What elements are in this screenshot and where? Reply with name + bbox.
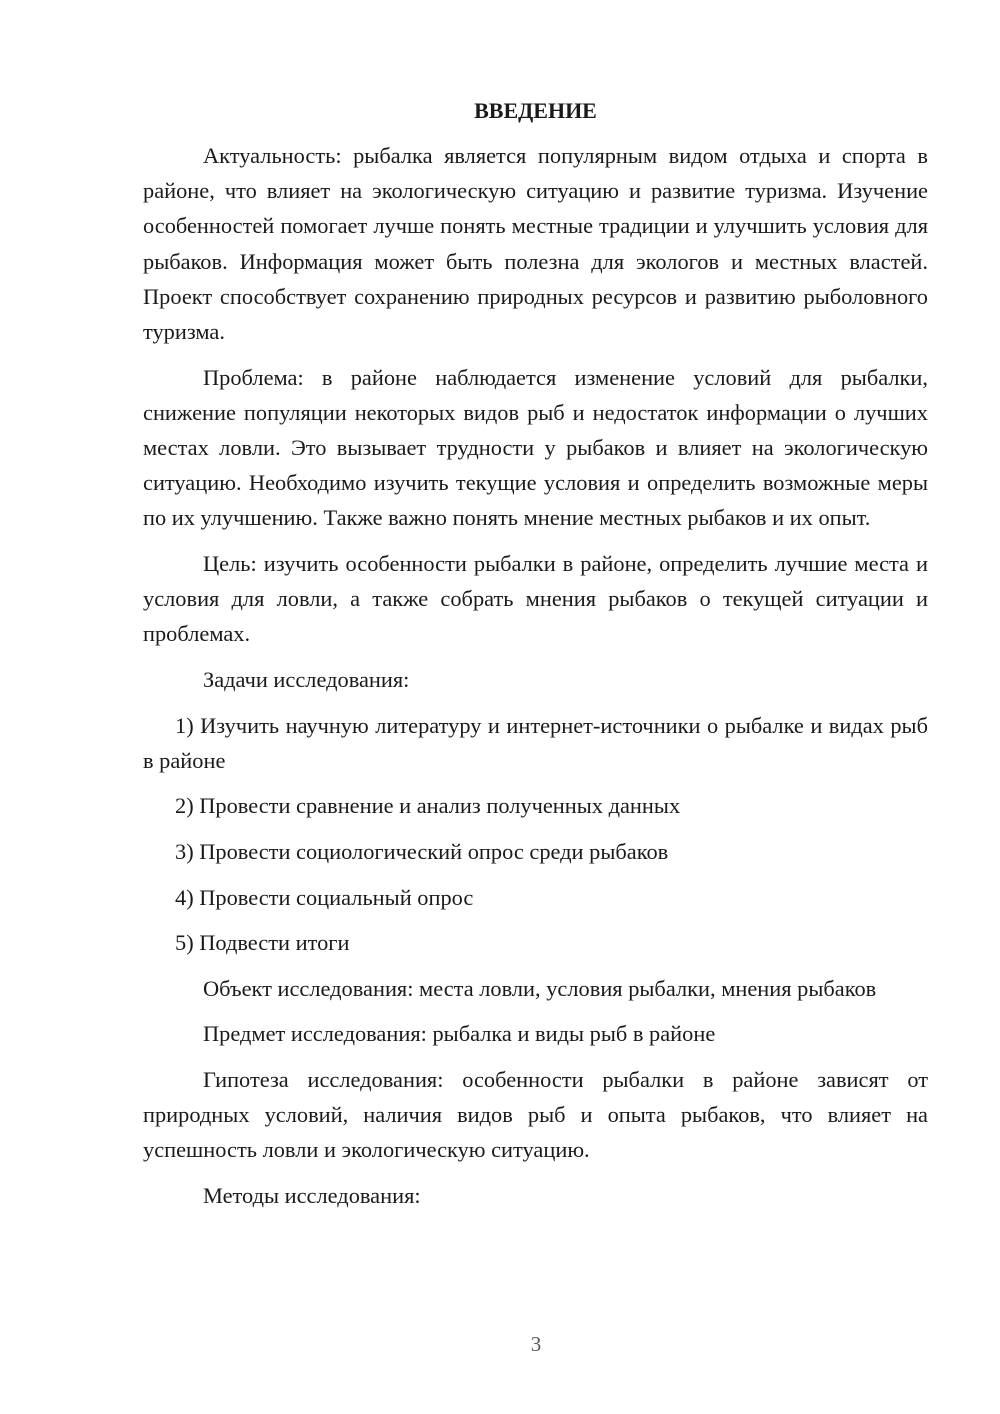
- task-item-1: 1) Изучить научную литературу и интернет-источники о рыбалке и видах рыб в районе: [143, 712, 928, 773]
- document-title: ВВЕДЕНИЕ: [474, 98, 597, 123]
- document-body: [143, 94, 928, 1224]
- paragraph-methods: Методы исследования:: [203, 1182, 421, 1208]
- task-item-4: 4) Провести социальный опрос: [175, 884, 474, 910]
- paragraph-tasks-heading: Задачи исследования:: [203, 667, 410, 693]
- paragraph-hypothesis: Гипотеза исследования: особенности рыбалки в районе зависят от природных условий, наличия видов рыб и опыта рыбаков, что влияет на успешность ловли и экологическую ситуацию.: [143, 1066, 928, 1163]
- paragraph-subject: Предмет исследования: рыбалка и виды рыб в районе: [203, 1021, 716, 1047]
- task-item-5: 5) Подвести итоги: [175, 930, 350, 956]
- paragraph-problem: Проблема: в районе наблюдается изменение условий для рыбалки, снижение популяции некоторых видов рыб и недостаток информации о лучших местах ловли. Это вызывает трудности у рыбаков и влияет на экологическую ситуацию. Необходимо изучить текущие условия и определить возможные меры по их улучшению. Также важно понять мнение местных рыбаков и их опыт.: [143, 364, 928, 531]
- paragraph-goal: Цель: изучить особенности рыбалки в районе, определить лучшие места и условия для ловли, а также собрать мнения рыбаков о текущей ситуации и проблемах.: [143, 551, 928, 647]
- page-number: 3: [530, 1332, 542, 1356]
- paragraph-object: Объект исследования: места ловли, условия рыбалки, мнения рыбаков: [203, 975, 877, 1001]
- task-item-3: 3) Провести социологический опрос среди рыбаков: [175, 839, 669, 864]
- task-item-2: 2) Провести сравнение и анализ полученных данных: [175, 793, 681, 819]
- paragraph-relevance: Актуальность: рыбалка является популярным видом отдыха и спорта в районе, что влияет на экологическую ситуацию и развитие туризма. Изучение особенностей помогает лучше понять местные традиции и улучшить условия для рыбаков. Информация может быть полезна для экологов и местных властей. Проект способствует сохранению природных ресурсов и развитию рыболовного туризма.: [143, 143, 928, 345]
